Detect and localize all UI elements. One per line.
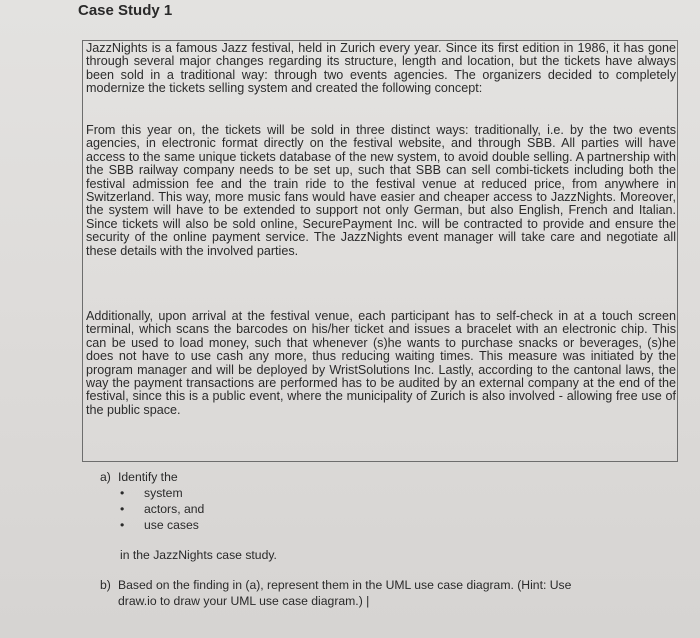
question-a-label: a): [100, 470, 111, 484]
bullet-icon: •: [120, 486, 125, 500]
list-item-text: system: [144, 486, 183, 500]
bullet-icon: •: [120, 518, 125, 532]
paragraph-ticket-sales: From this year on, the tickets will be sold in three distinct ways: traditionally, i.e. by the two events agencies, in electronic format directly on the festival website, and through SBB. All parties will have access to the same unique tickets database of the new system, to avoid double selling. A partnership with the SBB railway company needs to be set up, such that SBB can sell combi-tickets including both the festival admission fee and the train ride to the festival venue at reduced price, from anywhere in Switzerland. This way, more music fans would have easier and cheaper access to JazzNights. Moreover, the system will have to be extended to support not only German, but also English, French and Italian. Since tickets will also be sold online, SecurePayment Inc. will be contracted to provide and ensure the security of the online payment service. The JazzNights event manager will take care and negotiate all these details with the involved parties.: [86, 123, 676, 258]
question-a-text: Identify the: [118, 470, 178, 484]
paragraph-venue-checkin: Additionally, upon arrival at the festival venue, each participant has to self-check in at a touch screen terminal, which scans the barcodes on his/her ticket and issues a bracelet with an electronic chip. This can be used to load money, such that whenever (s)he wants to purchase snacks or beverages, (s)he does not have to use cash any more, thus reducing waiting times. This measure was initiated by the program manager and will be deployed by WristSolutions Inc. Lastly, according to the cantonal laws, the way the payment transactions are performed has to be audited by an external company at the end of the festival, since this is a public event, where the municipality of Zurich is also involved - allowing free use of the public space.: [86, 309, 676, 417]
page-title: Case Study 1: [78, 2, 173, 19]
list-item-text: use cases: [144, 518, 199, 532]
paragraph-intro: JazzNights is a famous Jazz festival, held in Zurich every year. Since its first edition in 1986, it has gone through several major changes regarding its structure, length and location, but the tickets have always been sold in a traditional way: through two events agencies. The organizers decided to completely modernize the tickets selling system and created the following concept:: [86, 41, 676, 96]
bullet-icon: •: [120, 502, 125, 516]
list-item-text: actors, and: [144, 502, 205, 516]
question-b-line1: Based on the finding in (a), represent them in the UML use case diagram. (Hint: Use: [118, 578, 572, 592]
question-b-label: b): [100, 578, 111, 592]
question-a-tail: in the JazzNights case study.: [120, 548, 277, 562]
question-b-line2: draw.io to draw your UML use case diagram.) |: [118, 594, 370, 608]
